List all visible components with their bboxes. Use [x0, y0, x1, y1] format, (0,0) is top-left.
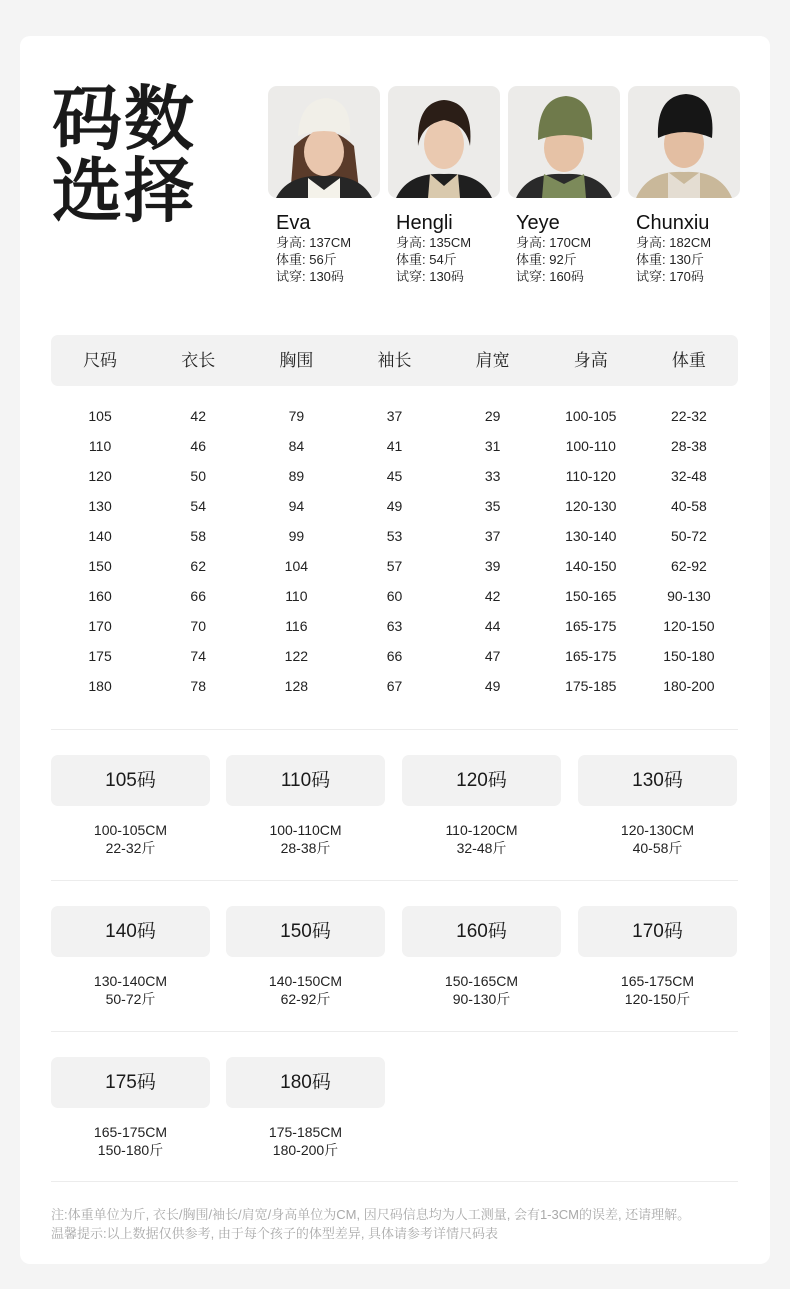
table-cell: 46 [190, 438, 206, 454]
size-table-body [51, 401, 738, 701]
table-cell: 54 [190, 498, 206, 514]
model-height: 身高: 137CM [276, 235, 352, 250]
model-tried-size: 试穿: 130码 [276, 269, 344, 284]
size-option-180 [226, 1057, 385, 1159]
footnote-units: 注:体重单位为斤, 衣长/胸围/袖长/肩宽/身高单位为CM, 因尺码信息均为人工测量, 会有1-3CM的误差, 还请理解。 [51, 1207, 691, 1222]
table-cell: 50-72 [671, 528, 707, 544]
size-table-header [51, 335, 738, 386]
table-cell: 40-58 [671, 498, 707, 514]
model-weight: 体重: 130斤 [636, 252, 704, 267]
table-cell: 35 [484, 498, 501, 514]
table-cell: 78 [190, 678, 206, 694]
size-height: 165-175CM [93, 1124, 168, 1140]
table-cell: 66 [386, 648, 403, 664]
size-weight: 22-32斤 [105, 840, 156, 856]
size-weight: 180-200斤 [272, 1142, 339, 1158]
page-title: 码数 选择 [52, 78, 196, 232]
table-cell: 150 [88, 558, 112, 574]
model-weight: 体重: 56斤 [276, 252, 337, 267]
table-cell: 53 [386, 528, 403, 544]
divider [51, 729, 738, 730]
size-weight: 50-72斤 [105, 991, 156, 1007]
divider [51, 880, 738, 881]
table-cell: 45 [386, 468, 403, 484]
table-cell: 49 [484, 678, 501, 694]
size-height: 150-165CM [444, 973, 519, 989]
size-option-105 [51, 755, 210, 857]
table-cell: 62-92 [671, 558, 707, 574]
table-row [51, 521, 738, 551]
size-option-160 [402, 906, 561, 1008]
size-weight: 90-130斤 [452, 991, 511, 1007]
table-cell: 110 [88, 438, 112, 454]
size-option-110 [226, 755, 385, 857]
table-cell: 44 [484, 618, 501, 634]
table-cell: 66 [190, 588, 206, 604]
model-name: Chunxiu [636, 212, 710, 234]
size-height: 120-130CM [620, 822, 695, 838]
table-cell: 100-105 [565, 408, 617, 424]
size-guide-card [20, 36, 770, 1264]
table-cell: 165-175 [565, 648, 617, 664]
table-cell: 150-180 [663, 648, 715, 664]
size-option-175 [51, 1057, 210, 1159]
table-cell: 28-38 [671, 438, 707, 454]
model-tried-size: 试穿: 160码 [516, 269, 584, 284]
table-cell: 70 [190, 618, 206, 634]
divider [51, 1181, 738, 1182]
table-row [51, 551, 738, 581]
table-cell: 120-130 [565, 498, 617, 514]
table-cell: 57 [386, 558, 403, 574]
table-cell: 37 [484, 528, 501, 544]
size-label: 150码 [226, 906, 385, 957]
model-tried-size: 试穿: 170码 [636, 269, 704, 284]
size-weight: 150-180斤 [97, 1142, 164, 1158]
size-label: 180码 [226, 1057, 385, 1108]
table-row [51, 461, 738, 491]
model-card-eva [268, 86, 380, 285]
table-cell: 170 [88, 618, 112, 634]
table-cell: 31 [484, 438, 501, 454]
table-cell: 22-32 [671, 408, 707, 424]
table-cell: 175 [88, 648, 112, 664]
size-weight: 62-92斤 [280, 991, 331, 1007]
model-height: 身高: 135CM [396, 235, 472, 250]
header-height: 身高 [573, 351, 608, 370]
table-row [51, 641, 738, 671]
size-label: 175码 [51, 1057, 210, 1108]
table-row [51, 581, 738, 611]
model-card-yeye [508, 86, 620, 285]
size-height: 100-105CM [93, 822, 168, 838]
table-cell: 47 [484, 648, 501, 664]
size-option-170 [578, 906, 737, 1008]
header-length: 衣长 [181, 351, 216, 370]
table-cell: 50 [190, 468, 206, 484]
size-option-130 [578, 755, 737, 857]
divider [51, 1031, 738, 1032]
header-sleeve: 袖长 [377, 351, 412, 370]
table-cell: 90-130 [667, 588, 711, 604]
header-chest: 胸围 [279, 351, 314, 370]
table-row [51, 671, 738, 701]
footnote [51, 1205, 690, 1243]
table-cell: 120-150 [663, 618, 715, 634]
table-row [51, 611, 738, 641]
table-cell: 39 [484, 558, 501, 574]
table-cell: 37 [386, 408, 403, 424]
table-cell: 42 [190, 408, 206, 424]
table-cell: 180-200 [663, 678, 715, 694]
table-cell: 130-140 [565, 528, 617, 544]
size-height: 175-185CM [268, 1124, 343, 1140]
size-height: 165-175CM [620, 973, 695, 989]
girl-green-beanie-photo [508, 86, 620, 198]
table-cell: 165-175 [565, 618, 617, 634]
size-label: 140码 [51, 906, 210, 957]
table-cell: 160 [88, 588, 112, 604]
table-cell: 62 [190, 558, 206, 574]
girl-white-beanie-photo [268, 86, 380, 198]
table-cell: 140-150 [565, 558, 617, 574]
model-name: Hengli [396, 212, 453, 234]
size-option-120 [402, 755, 561, 857]
size-label: 170码 [578, 906, 737, 957]
table-cell: 67 [386, 678, 403, 694]
table-cell: 29 [484, 408, 501, 424]
table-row [51, 491, 738, 521]
model-card-hengli [388, 86, 500, 285]
table-cell: 63 [386, 618, 403, 634]
model-weight: 体重: 92斤 [516, 252, 577, 267]
table-cell: 58 [190, 528, 206, 544]
table-cell: 79 [288, 408, 305, 424]
size-option-140 [51, 906, 210, 1008]
size-label: 130码 [578, 755, 737, 806]
size-option-150 [226, 906, 385, 1008]
table-cell: 110 [285, 588, 308, 604]
size-weight: 120-150斤 [624, 991, 691, 1007]
size-label: 120码 [402, 755, 561, 806]
header-weight: 体重 [671, 351, 706, 370]
table-row [51, 431, 738, 461]
size-height: 140-150CM [268, 973, 343, 989]
table-cell: 120 [88, 468, 112, 484]
table-cell: 122 [284, 648, 309, 664]
table-cell: 84 [288, 438, 305, 454]
table-cell: 94 [288, 498, 305, 514]
table-cell: 180 [88, 678, 112, 694]
model-name: Yeye [516, 212, 560, 234]
size-height: 100-110CM [269, 822, 342, 838]
size-height: 130-140CM [93, 973, 168, 989]
table-cell: 140 [88, 528, 112, 544]
header-size: 尺码 [83, 351, 118, 370]
model-height: 身高: 170CM [516, 235, 592, 250]
table-cell: 128 [284, 678, 309, 694]
size-label: 110码 [226, 755, 385, 806]
size-label: 105码 [51, 755, 210, 806]
table-cell: 105 [88, 408, 112, 424]
man-black-beanie-photo [628, 86, 740, 198]
table-cell: 42 [484, 588, 501, 604]
header-shoulder: 肩宽 [475, 351, 510, 370]
size-weight: 32-48斤 [456, 840, 507, 856]
size-label: 160码 [402, 906, 561, 957]
table-cell: 150-165 [565, 588, 617, 604]
model-height: 身高: 182CM [636, 235, 712, 250]
table-cell: 110-120 [565, 468, 616, 484]
boy-photo [388, 86, 500, 198]
table-cell: 100-110 [565, 438, 616, 454]
table-cell: 60 [386, 588, 403, 604]
table-cell: 175-185 [565, 678, 617, 694]
size-weight: 28-38斤 [280, 840, 331, 856]
table-cell: 32-48 [671, 468, 707, 484]
table-cell: 33 [484, 468, 501, 484]
table-cell: 74 [190, 648, 206, 664]
table-cell: 130 [88, 498, 112, 514]
model-name: Eva [276, 212, 311, 234]
table-cell: 116 [285, 618, 308, 634]
model-card-chunxiu [628, 86, 740, 285]
table-cell: 99 [288, 528, 305, 544]
table-cell: 49 [386, 498, 403, 514]
table-row [51, 401, 738, 431]
table-cell: 104 [284, 558, 309, 574]
size-height: 110-120CM [445, 822, 518, 838]
model-weight: 体重: 54斤 [396, 252, 457, 267]
size-weight: 40-58斤 [632, 840, 683, 856]
model-tried-size: 试穿: 130码 [396, 269, 464, 284]
footnote-tip: 温馨提示:以上数据仅供参考, 由于每个孩子的体型差异, 具体请参考详情尺码表 [51, 1226, 499, 1241]
table-cell: 41 [386, 438, 403, 454]
table-cell: 89 [288, 468, 305, 484]
